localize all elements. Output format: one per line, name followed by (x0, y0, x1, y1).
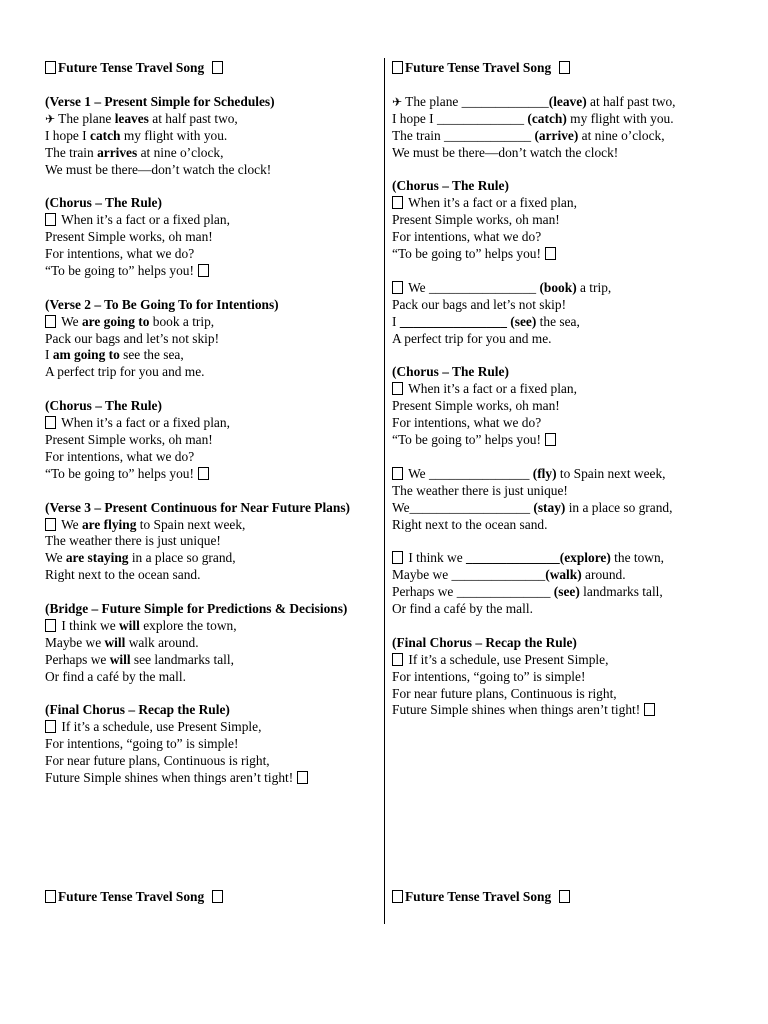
exercise-line: Maybe we ______________(walk) around. (392, 567, 626, 583)
lyric-line: If it’s a schedule, use Present Simple, (392, 652, 732, 669)
lyric-line: Pack our bags and let’s not skip! (45, 330, 220, 346)
lyric-line: We are staying in a place so grand, (45, 550, 236, 566)
exercise-line: We ________________ (book) a trip, (392, 280, 732, 297)
section-heading: (Chorus – The Rule) (45, 195, 162, 211)
lyric-line: Present Simple works, oh man! (45, 229, 213, 245)
lyric-line: Perhaps we will see landmarks tall, (45, 651, 234, 667)
lyric-line: For near future plans, Continuous is right, (392, 685, 617, 701)
lyric-line: The weather there is just unique! (45, 533, 221, 549)
lyric-line: Or find a café by the mall. (392, 601, 533, 617)
lyric-line: Or find a café by the mall. (45, 668, 186, 684)
lyric-line: Present Simple works, oh man! (392, 398, 560, 414)
exercise-line: We _______________ (fly) to Spain next week, (392, 466, 732, 483)
note-icon (392, 653, 403, 666)
music-icon (559, 890, 570, 903)
note-icon (45, 720, 56, 733)
lyric-line: Pack our bags and let’s not skip! (392, 296, 567, 312)
verse-2 (45, 297, 370, 382)
page-title: Future Tense Travel Song (392, 60, 732, 77)
lyric-line: A perfect trip for you and me. (392, 330, 552, 346)
footer-title: Future Tense Travel Song (392, 889, 570, 906)
note-icon (545, 433, 556, 446)
verse-3-exercise (392, 466, 732, 534)
lyric-line: For intentions, “going to” is simple! (392, 668, 586, 684)
lyric-line: We must be there—don’t watch the clock! (392, 144, 619, 160)
lyric-line: Present Simple works, oh man! (392, 212, 560, 228)
lyric-line: I am going to see the sea, (45, 347, 184, 363)
lyric-line: When it’s a fact or a fixed plan, (45, 415, 370, 432)
section-heading: (Final Chorus – Recap the Rule) (392, 634, 577, 650)
exercise-line: I think we ______________(explore) the town, (392, 550, 732, 567)
chorus-2 (392, 364, 732, 449)
exercise-line: The train _____________ (arrive) at nine o’clock, (392, 127, 665, 143)
lyric-line: Future Simple shines when things aren’t tight! (45, 770, 370, 787)
section-heading: (Verse 2 – To Be Going To for Intentions) (45, 296, 279, 312)
lyric-line: For intentions, what we do? (392, 229, 542, 245)
lyric-line: “To be going to” helps you! (392, 432, 732, 449)
lyric-line: I think we will explore the town, (45, 618, 370, 635)
lyric-line: “To be going to” helps you! (45, 263, 370, 280)
section-heading: (Chorus – The Rule) (45, 398, 162, 414)
music-icon (45, 890, 56, 903)
lyric-line: Present Simple works, oh man! (45, 431, 213, 447)
lyric-line: If it’s a schedule, use Present Simple, (45, 719, 370, 736)
music-icon (392, 61, 403, 74)
lyric-line: For near future plans, Continuous is right, (45, 753, 270, 769)
note-icon (392, 551, 403, 564)
note-icon (45, 213, 56, 226)
chorus-1 (392, 178, 732, 263)
music-icon (392, 890, 403, 903)
lyric-line: When it’s a fact or a fixed plan, (45, 212, 370, 229)
lyric-line: The train arrives at nine o’clock, (45, 144, 224, 160)
note-icon (545, 247, 556, 260)
lyric-line: “To be going to” helps you! (45, 466, 370, 483)
lyric-line: I hope I catch my flight with you. (45, 127, 228, 143)
note-icon (45, 619, 56, 632)
music-icon (559, 61, 570, 74)
lyric-line: For intentions, “going to” is simple! (45, 736, 239, 752)
plane-icon: ✈ (45, 111, 56, 126)
note-icon (392, 467, 403, 480)
bridge-exercise (392, 550, 732, 618)
lyric-line: We must be there—don’t watch the clock! (45, 161, 272, 177)
lyric-line: When it’s a fact or a fixed plan, (392, 195, 732, 212)
lyric-line: For intentions, what we do? (392, 415, 542, 431)
lyric-line: Future Simple shines when things aren’t tight! (392, 702, 732, 719)
section-heading: (Verse 3 – Present Continuous for Near Future Plans) (45, 499, 350, 515)
chorus-2 (45, 398, 370, 483)
note-icon (45, 416, 56, 429)
lyric-line: The weather there is just unique! (392, 482, 568, 498)
note-icon (198, 467, 209, 480)
note-icon (198, 264, 209, 277)
exercise-line: I ________________ (see) the sea, (392, 313, 580, 329)
lyric-line: For intentions, what we do? (45, 448, 195, 464)
verse-3 (45, 500, 370, 585)
footer-title: Future Tense Travel Song (45, 889, 223, 906)
lyric-line: We are flying to Spain next week, (45, 517, 370, 534)
lyric-line: We are going to book a trip, (45, 314, 370, 331)
final-chorus (392, 635, 732, 720)
lyric-line: A perfect trip for you and me. (45, 364, 205, 380)
exercise-line: ✈ The plane _____________(leave) at half past two, (392, 93, 676, 109)
lyric-line: For intentions, what we do? (45, 246, 195, 262)
note-icon (644, 703, 655, 716)
lyric-line: Maybe we will walk around. (45, 634, 199, 650)
lyric-line: “To be going to” helps you! (392, 246, 732, 263)
music-icon (212, 61, 223, 74)
section-heading: (Chorus – The Rule) (392, 178, 509, 194)
exercise-line: We__________________ (stay) in a place so grand, (392, 499, 673, 515)
lyric-line: Right next to the ocean sand. (45, 567, 201, 583)
note-icon (45, 518, 56, 531)
note-icon (392, 281, 403, 294)
chorus-1 (45, 195, 370, 280)
left-column (45, 60, 370, 804)
exercise-line: Perhaps we ______________ (see) landmarks tall, (392, 584, 663, 600)
lyric-line: ✈ The plane leaves at half past two, (45, 110, 238, 126)
column-divider (384, 58, 385, 924)
final-chorus (45, 702, 370, 787)
note-icon (392, 382, 403, 395)
section-heading: (Final Chorus – Recap the Rule) (45, 702, 230, 718)
note-icon (45, 315, 56, 328)
music-icon (212, 890, 223, 903)
verse-1 (45, 94, 370, 179)
section-heading: (Verse 1 – Present Simple for Schedules) (45, 93, 275, 109)
verse-1-exercise (392, 94, 732, 162)
lyric-line: When it’s a fact or a fixed plan, (392, 381, 732, 398)
lyric-line: Right next to the ocean sand. (392, 516, 548, 532)
note-icon (297, 771, 308, 784)
section-heading: (Chorus – The Rule) (392, 364, 509, 380)
page-title: Future Tense Travel Song (45, 60, 370, 77)
bridge (45, 601, 370, 686)
exercise-line: I hope I _____________ (catch) my flight with you. (392, 110, 674, 126)
verse-2-exercise (392, 280, 732, 348)
section-heading: (Bridge – Future Simple for Predictions & Decisions) (45, 601, 348, 617)
note-icon (392, 196, 403, 209)
music-icon (45, 61, 56, 74)
plane-icon: ✈ (392, 94, 403, 109)
right-column (392, 60, 732, 736)
